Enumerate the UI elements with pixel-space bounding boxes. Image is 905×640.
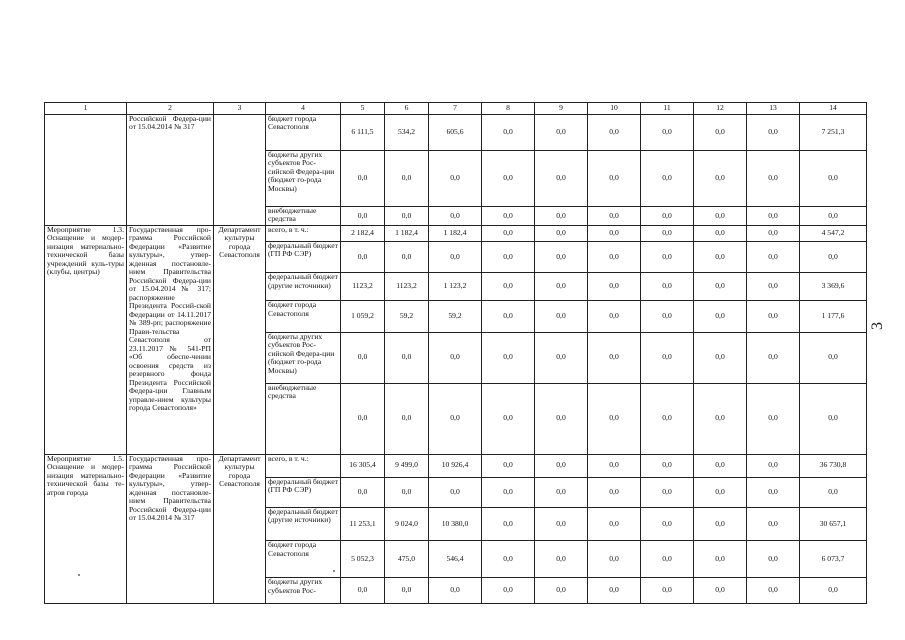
budget-table-body [45, 103, 867, 604]
value-cell: 0,0 [341, 150, 385, 206]
column-number: 7 [429, 103, 482, 115]
column-number: 12 [694, 103, 747, 115]
value-cell: 0,0 [535, 150, 588, 206]
value-cell: 0,0 [641, 206, 694, 225]
funding-source: бюджеты других субъектов Рос-сийской Федера-ции (бюджет го-рода Москвы) [266, 332, 341, 383]
value-cell: 0,0 [482, 206, 535, 225]
value-cell: 0,0 [588, 241, 641, 273]
funding-source: внебюджетные средства [266, 206, 341, 225]
column-number: 8 [482, 103, 535, 115]
value-cell: 0,0 [341, 241, 385, 273]
value-cell: 0,0 [800, 150, 867, 206]
column-number: 1 [45, 103, 127, 115]
budget-table [44, 102, 867, 604]
value-cell: 0,0 [588, 273, 641, 301]
funding-source: всего, в т. ч.: [266, 225, 341, 241]
value-cell: 0,0 [641, 241, 694, 273]
value-cell: 0,0 [482, 454, 535, 477]
value-cell: 0,0 [694, 150, 747, 206]
value-cell: 0,0 [641, 225, 694, 241]
value-cell: 0,0 [694, 114, 747, 150]
value-cell: 0,0 [385, 477, 429, 507]
funding-source: федеральный бюджет (другие источники) [266, 273, 341, 301]
value-cell: 0,0 [482, 507, 535, 541]
column-number: 6 [385, 103, 429, 115]
column-number: 4 [266, 103, 341, 115]
value-cell: 59,2 [385, 301, 429, 333]
table-row [45, 114, 867, 150]
value-cell: 0,0 [535, 225, 588, 241]
value-cell: 0,0 [535, 301, 588, 333]
header-row [45, 103, 867, 115]
value-cell: 0,0 [694, 477, 747, 507]
value-cell: 0,0 [535, 241, 588, 273]
measure-name-cell [45, 114, 127, 225]
value-cell: 4 547,2 [800, 225, 867, 241]
value-cell: 0,0 [429, 578, 482, 604]
value-cell: 0,0 [482, 301, 535, 333]
value-cell: 0,0 [385, 383, 429, 454]
value-cell: 0,0 [482, 241, 535, 273]
value-cell: 36 730,8 [800, 454, 867, 477]
value-cell: 0,0 [694, 332, 747, 383]
column-number: 9 [535, 103, 588, 115]
measure-name-cell: Мероприятие 1.5. Оснащение и модер-низация материально-технической базы те-атров города [45, 454, 127, 603]
value-cell: 0,0 [482, 114, 535, 150]
department-cell: Департамент культуры города Севастополя [214, 454, 266, 603]
value-cell: 0,0 [385, 150, 429, 206]
value-cell: 0,0 [747, 114, 800, 150]
value-cell: 5 052,3 [341, 541, 385, 578]
value-cell: 534,2 [385, 114, 429, 150]
value-cell: 1 177,6 [800, 301, 867, 333]
funding-source: федеральный бюджет (ГП РФ СЭР) [266, 477, 341, 507]
program-cell: Государственная про-грамма Российской Федерации «Развитие культуры», утвер-жденная постановле-нием Правительства Российской Федера-ции от 15.04.2014 № 317; распоряжение Президента Россий-ской Федерации от 14.11.2017 № 389-рп; распоряжение Прави-тельства Севастополя от 23.11.2017 № 541-РП «Об обеспе-чении освоения средств из резервного фонда Президента Российской Федера-ции Главным управле-нием культуры города Севастополя» [127, 225, 214, 454]
table-row [45, 225, 867, 241]
value-cell: 30 657,1 [800, 507, 867, 541]
value-cell: 0,0 [641, 383, 694, 454]
value-cell: 1 059,2 [341, 301, 385, 333]
value-cell: 0,0 [694, 578, 747, 604]
value-cell: 0,0 [482, 332, 535, 383]
value-cell: 3 369,6 [800, 273, 867, 301]
department-cell [214, 114, 266, 225]
value-cell: 0,0 [341, 477, 385, 507]
value-cell: 0,0 [747, 578, 800, 604]
value-cell: 0,0 [535, 578, 588, 604]
value-cell: 0,0 [535, 206, 588, 225]
value-cell: 7 251,3 [800, 114, 867, 150]
funding-source: бюджет города Севастополя [266, 301, 341, 333]
funding-source: бюджет города Севастополя [266, 541, 341, 578]
value-cell: 0,0 [482, 273, 535, 301]
value-cell: 0,0 [385, 241, 429, 273]
funding-source: бюджет города Севастополя [266, 114, 341, 150]
program-cell: Российской Федера-ции от 15.04.2014 № 317 [127, 114, 214, 225]
column-number: 10 [588, 103, 641, 115]
value-cell: 0,0 [482, 150, 535, 206]
value-cell: 0,0 [588, 477, 641, 507]
department-cell: Департамент культуры города Севастополя [214, 225, 266, 454]
value-cell: 0,0 [641, 454, 694, 477]
value-cell: 0,0 [747, 541, 800, 578]
value-cell: 0,0 [535, 477, 588, 507]
value-cell: 0,0 [800, 206, 867, 225]
value-cell: 1 182,4 [429, 225, 482, 241]
value-cell: 0,0 [385, 578, 429, 604]
value-cell: 0,0 [747, 477, 800, 507]
value-cell: 475,0 [385, 541, 429, 578]
value-cell: 0,0 [641, 332, 694, 383]
budget-table-sheet [44, 102, 866, 604]
value-cell: 0,0 [694, 383, 747, 454]
value-cell: 0,0 [588, 150, 641, 206]
value-cell: 0,0 [482, 383, 535, 454]
value-cell: 16 305,4 [341, 454, 385, 477]
value-cell: 1 123,2 [429, 273, 482, 301]
value-cell: 0,0 [800, 332, 867, 383]
scan-speck [78, 574, 80, 576]
value-cell: 0,0 [385, 332, 429, 383]
value-cell: 0,0 [429, 477, 482, 507]
value-cell: 10 380,0 [429, 507, 482, 541]
column-number: 2 [127, 103, 214, 115]
value-cell: 11 253,1 [341, 507, 385, 541]
value-cell: 0,0 [535, 454, 588, 477]
value-cell: 0,0 [588, 541, 641, 578]
value-cell: 0,0 [429, 241, 482, 273]
value-cell: 0,0 [694, 241, 747, 273]
value-cell: 0,0 [747, 206, 800, 225]
funding-source: всего, в т. ч.: [266, 454, 341, 477]
value-cell: 0,0 [482, 225, 535, 241]
value-cell: 0,0 [747, 383, 800, 454]
value-cell: 0,0 [429, 206, 482, 225]
funding-source: федеральный бюджет (ГП РФ СЭР) [266, 241, 341, 273]
value-cell: 0,0 [641, 301, 694, 333]
value-cell: 9 499,0 [385, 454, 429, 477]
value-cell: 1123,2 [341, 273, 385, 301]
value-cell: 0,0 [694, 541, 747, 578]
value-cell: 0,0 [800, 383, 867, 454]
column-number: 13 [747, 103, 800, 115]
value-cell: 0,0 [429, 383, 482, 454]
value-cell: 0,0 [341, 578, 385, 604]
column-number: 11 [641, 103, 694, 115]
value-cell: 0,0 [429, 332, 482, 383]
value-cell: 10 926,4 [429, 454, 482, 477]
value-cell: 0,0 [429, 150, 482, 206]
value-cell: 0,0 [535, 114, 588, 150]
value-cell: 0,0 [535, 383, 588, 454]
value-cell: 0,0 [588, 507, 641, 541]
value-cell: 0,0 [588, 301, 641, 333]
value-cell: 0,0 [588, 114, 641, 150]
program-cell: Государственная про-грамма Российской Федерации «Развитие культуры», утвер-жденная постановле-нием Правительства Российской Федера-ции от 15.04.2014 № 317 [127, 454, 214, 603]
value-cell: 1 182,4 [385, 225, 429, 241]
value-cell: 0,0 [747, 273, 800, 301]
value-cell: 0,0 [747, 332, 800, 383]
value-cell: 0,0 [641, 273, 694, 301]
value-cell: 0,0 [641, 150, 694, 206]
scan-speck [333, 570, 335, 572]
value-cell: 9 024,0 [385, 507, 429, 541]
measure-name-cell: Мероприятие 1.3. Оснащение и модер-низация материально-технической базы учреждений куль-туры (клубы, центры) [45, 225, 127, 454]
value-cell: 0,0 [641, 477, 694, 507]
value-cell: 0,0 [694, 225, 747, 241]
value-cell: 0,0 [341, 332, 385, 383]
value-cell: 0,0 [747, 150, 800, 206]
value-cell: 0,0 [800, 477, 867, 507]
funding-source: бюджеты других субъектов Рос- [266, 578, 341, 604]
value-cell: 6 073,7 [800, 541, 867, 578]
value-cell: 0,0 [341, 383, 385, 454]
value-cell: 546,4 [429, 541, 482, 578]
value-cell: 0,0 [535, 273, 588, 301]
value-cell: 0,0 [482, 541, 535, 578]
value-cell: 0,0 [800, 241, 867, 273]
value-cell: 6 111,5 [341, 114, 385, 150]
table-row [45, 454, 867, 477]
value-cell: 0,0 [800, 578, 867, 604]
value-cell: 0,0 [588, 578, 641, 604]
value-cell: 0,0 [588, 332, 641, 383]
value-cell: 0,0 [747, 225, 800, 241]
value-cell: 0,0 [588, 225, 641, 241]
value-cell: 0,0 [482, 477, 535, 507]
value-cell: 0,0 [747, 454, 800, 477]
value-cell: 0,0 [341, 206, 385, 225]
value-cell: 0,0 [641, 541, 694, 578]
value-cell: 0,0 [482, 578, 535, 604]
column-number: 3 [214, 103, 266, 115]
value-cell: 0,0 [385, 206, 429, 225]
funding-source: бюджеты других субъектов Рос-сийской Федера-ции (бюджет го-рода Москвы) [266, 150, 341, 206]
value-cell: 0,0 [694, 206, 747, 225]
column-number: 14 [800, 103, 867, 115]
value-cell: 0,0 [588, 206, 641, 225]
value-cell: 1123,2 [385, 273, 429, 301]
value-cell: 0,0 [747, 301, 800, 333]
value-cell: 0,0 [641, 507, 694, 541]
value-cell: 0,0 [641, 578, 694, 604]
value-cell: 0,0 [535, 332, 588, 383]
value-cell: 2 182,4 [341, 225, 385, 241]
value-cell: 0,0 [747, 507, 800, 541]
value-cell: 0,0 [747, 241, 800, 273]
value-cell: 0,0 [588, 454, 641, 477]
column-number: 5 [341, 103, 385, 115]
value-cell: 0,0 [694, 507, 747, 541]
value-cell: 0,0 [535, 541, 588, 578]
funding-source: федеральный бюджет (другие источники) [266, 507, 341, 541]
value-cell: 0,0 [641, 114, 694, 150]
value-cell: 0,0 [694, 301, 747, 333]
value-cell: 0,0 [694, 454, 747, 477]
funding-source: внебюджетные средства [266, 383, 341, 454]
page-number: 3 [869, 322, 886, 330]
value-cell: 605,6 [429, 114, 482, 150]
value-cell: 0,0 [588, 383, 641, 454]
value-cell: 0,0 [694, 273, 747, 301]
value-cell: 0,0 [535, 507, 588, 541]
value-cell: 59,2 [429, 301, 482, 333]
